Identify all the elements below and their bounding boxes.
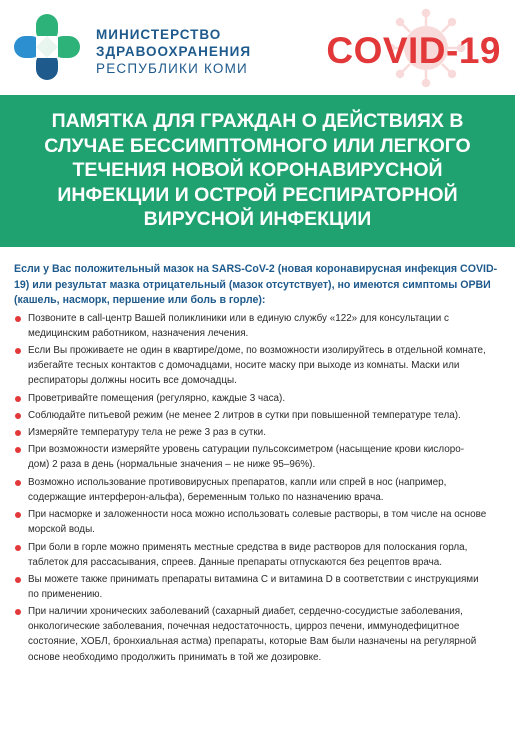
bullet-icon <box>15 430 21 436</box>
list-item <box>14 343 504 388</box>
list-item-line: онкологические заболевания, почечная недостаточность, цирроз печени, иммунодефицитное <box>28 621 460 633</box>
recommendation-list <box>14 311 504 665</box>
list-item-line: медицинским работником, назначения лечения. <box>28 327 249 339</box>
bullet-icon <box>15 609 21 615</box>
list-item <box>14 425 504 440</box>
list-item-line: основе необходимо продолжить принимать в той же дозировке. <box>28 651 322 663</box>
covid-title: COVID-19 <box>326 30 501 71</box>
ministry-line-1: МИНИСТЕРСТВО <box>96 27 222 42</box>
ministry-line-3: РЕСПУБЛИКИ КОМИ <box>96 61 248 76</box>
list-item-line: Измеряйте температуру тела не реже 3 раз в сутки. <box>28 427 266 439</box>
list-item-line: Вы можете также принимать препараты витамина C и витамина D в соответствии с инструкциями <box>28 573 479 585</box>
medical-cross-logo-icon <box>12 12 82 82</box>
intro-text <box>14 262 504 309</box>
list-item-line: Соблюдайте питьевой режим (не менее 2 литров в сутки при повышенной температуре тела). <box>28 409 461 421</box>
list-item-line: Возможно использование противовирусных препаратов, капли или спрей в нос (например, <box>28 476 447 488</box>
list-item-line: состояние, ХОБЛ, бронхиальная астма) препараты, которые Вам были назначены на регулярной <box>28 636 477 648</box>
list-item <box>14 540 504 570</box>
list-item-line: При наличии хронических заболеваний (сахарный диабет, сердечно-сосудистые заболевания, <box>28 606 463 618</box>
intro-line: (кашель, насморк, першение или боль в горле): <box>14 294 266 306</box>
banner-line: ПАМЯТКА ДЛЯ ГРАЖДАН О ДЕЙСТВИЯХ В <box>51 110 464 132</box>
bullet-icon <box>15 447 21 453</box>
list-item-line: по применению. <box>28 588 103 600</box>
list-item-line: избегайте тесных контактов с домочадцами, носите маску при выходе из комнаты. Маски или <box>28 360 460 372</box>
list-item-line: респираторы должны носить все домочадцы. <box>28 375 237 387</box>
bullet-icon <box>15 480 21 486</box>
ministry-name <box>96 26 251 77</box>
list-item-line: При боли в горле можно применять местные средства в виде растворов для полоскания горла, <box>28 541 468 553</box>
ministry-line-2: ЗДРАВООХРАНЕНИЯ <box>96 44 252 59</box>
list-item-line: Если Вы проживаете не один в квартире/доме, по возможности изолируйтесь в отдельной комнате, <box>28 345 486 357</box>
list-item-line: Позвоните в call-центр Вашей поликлиники или в единую службу «122» для консультации с <box>28 312 449 324</box>
list-item <box>14 311 504 341</box>
list-item <box>14 391 504 406</box>
banner-line: ИНФЕКЦИИ И ОСТРОЙ РЕСПИРАТОРНОЙ <box>57 183 458 206</box>
header <box>0 0 515 95</box>
banner-line: ВИРУСНОЙ ИНФЕКЦИИ <box>143 208 372 230</box>
list-item <box>14 604 504 664</box>
list-item <box>14 408 504 423</box>
list-item <box>14 572 504 602</box>
list-item-line: При возможности измеряйте уровень сатурации пульсоксиметром (насыщение крови кислоро- <box>28 444 465 456</box>
list-item-line: морской воды. <box>28 524 95 536</box>
bullet-icon <box>15 577 21 583</box>
bullet-icon <box>15 316 21 322</box>
bullet-icon <box>15 413 21 419</box>
bullet-icon <box>15 348 21 354</box>
title-banner <box>0 95 515 247</box>
banner-line: ТЕЧЕНИЯ НОВОЙ КОРОНАВИРУСНОЙ <box>72 159 443 181</box>
list-item <box>14 442 504 472</box>
list-item-line: При насморке и заложенности носа можно использовать солевые растворы, в том числе на основе <box>28 509 487 521</box>
list-item-line: таблеток для рассасывания, спреев. Данные препараты отпускаются без рецептов врача. <box>28 556 442 568</box>
list-item-line: Проветривайте помещения (регулярно, каждые 3 часа). <box>28 392 286 404</box>
banner-line: СЛУЧАЕ БЕССИМПТОМНОГО ИЛИ ЛЕГКОГО <box>44 134 471 157</box>
intro-line: 19) или результат мазка отрицательный (мазок отсутствует), но имеются симптомы ОРВИ <box>14 278 491 291</box>
bullet-icon <box>15 545 21 551</box>
list-item-line: дом) 2 раза в день (нормальные значения – не ниже 95–96%). <box>28 459 316 471</box>
bullet-icon <box>15 396 21 402</box>
intro-line: Если у Вас положительный мазок на SARS-CoV-2 (новая коронавирусная инфекция COVID- <box>14 263 498 275</box>
list-item <box>14 507 504 537</box>
list-item-line: содержащие интерферон-альфа), беременным только по назначению врача. <box>28 491 384 503</box>
bullet-icon <box>15 512 21 518</box>
main-content <box>14 262 504 665</box>
list-item <box>14 475 504 505</box>
